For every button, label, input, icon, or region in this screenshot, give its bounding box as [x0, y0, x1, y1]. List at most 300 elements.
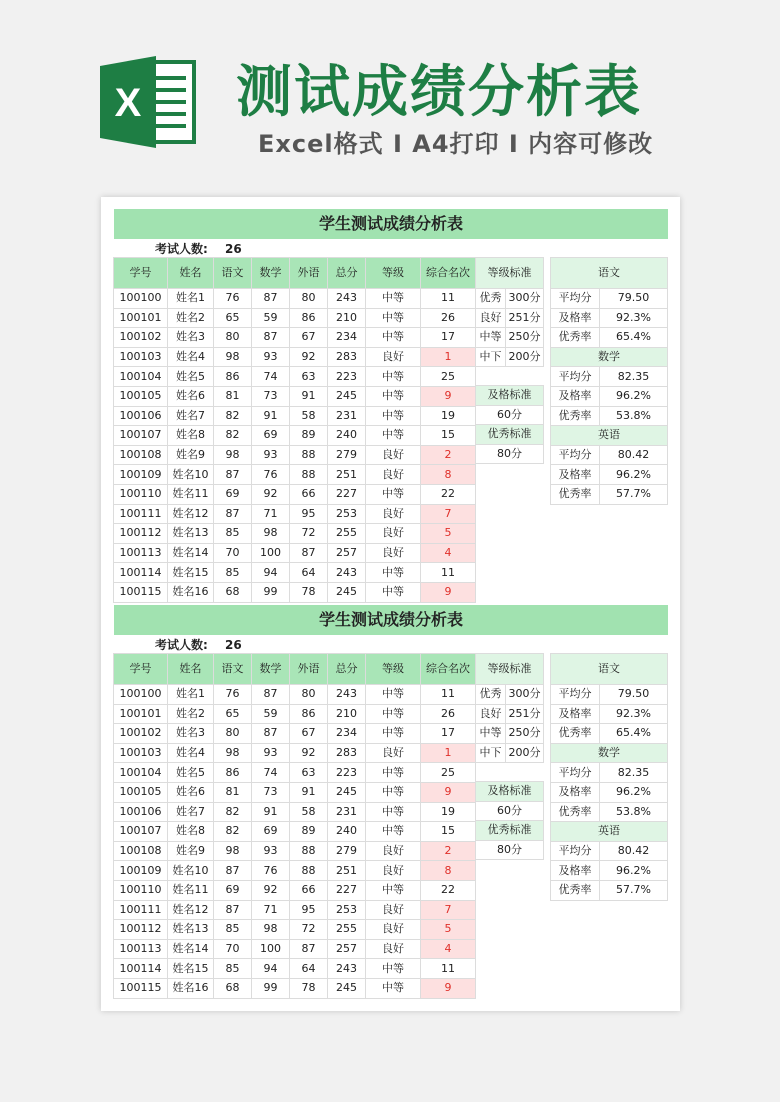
table-cell: 100105 — [114, 386, 168, 406]
table-cell: 100109 — [114, 465, 168, 485]
grade-cell: 中等 — [476, 724, 506, 744]
table-cell: 64 — [290, 959, 328, 979]
table-cell: 87 — [214, 465, 252, 485]
standard-row — [476, 405, 544, 425]
table-cell: 234 — [328, 724, 366, 744]
column-header: 学号 — [114, 654, 168, 685]
table-cell: 95 — [290, 504, 328, 524]
grade-header-row — [476, 258, 544, 289]
table-cell: 100109 — [114, 861, 168, 881]
page-header — [0, 0, 780, 190]
table-cell: 100110 — [114, 880, 168, 900]
table-cell: 80 — [214, 724, 252, 744]
table-cell: 100114 — [114, 959, 168, 979]
subject-stat-row — [551, 724, 668, 744]
subject-stat-row — [551, 802, 668, 822]
table-cell: 253 — [328, 900, 366, 920]
table-cell: 87 — [214, 504, 252, 524]
rank-cell: 7 — [421, 504, 476, 524]
table-cell: 中等 — [366, 724, 421, 744]
table-cell: 67 — [290, 724, 328, 744]
grade-cell: 200分 — [506, 347, 544, 367]
table-cell: 231 — [328, 406, 366, 426]
grade-cell: 中下 — [476, 743, 506, 763]
subject-stat-row — [551, 308, 668, 328]
table-cell: 中等 — [366, 802, 421, 822]
subject-stat-row — [551, 386, 668, 406]
table-cell: 姓名2 — [168, 704, 214, 724]
table-cell: 姓名13 — [168, 920, 214, 940]
table-cell: 100110 — [114, 484, 168, 504]
stat-label: 平均分 — [551, 685, 600, 705]
table-cell: 100102 — [114, 328, 168, 348]
stat-label: 优秀率 — [551, 724, 600, 744]
table-cell: 100103 — [114, 743, 168, 763]
grade-row — [476, 724, 544, 744]
table-cell: 姓名10 — [168, 465, 214, 485]
table-cell: 姓名16 — [168, 582, 214, 602]
stat-label: 优秀率 — [551, 484, 600, 504]
table-row — [114, 861, 476, 881]
table-cell: 中等 — [366, 959, 421, 979]
stat-value: 65.4% — [600, 328, 668, 348]
table-cell: 100103 — [114, 347, 168, 367]
subject-name: 语文 — [551, 258, 668, 289]
table-row — [114, 782, 476, 802]
table-cell: 243 — [328, 685, 366, 705]
table-row — [114, 367, 476, 387]
table-cell: 87 — [252, 289, 290, 309]
table-cell: 姓名15 — [168, 563, 214, 583]
pass-standard-label: 及格标准 — [476, 782, 544, 802]
table-cell: 78 — [290, 978, 328, 998]
table-cell: 76 — [214, 289, 252, 309]
table-cell: 86 — [214, 763, 252, 783]
table-cell: 姓名8 — [168, 822, 214, 842]
table-header-row — [114, 258, 476, 289]
table-cell: 姓名1 — [168, 685, 214, 705]
table-cell: 中等 — [366, 704, 421, 724]
table-cell: 80 — [290, 685, 328, 705]
grade-standard-header: 等级标准 — [476, 654, 544, 685]
table-cell: 88 — [290, 841, 328, 861]
table-cell: 76 — [214, 685, 252, 705]
table-cell: 243 — [328, 563, 366, 583]
rank-cell: 2 — [421, 445, 476, 465]
table-cell: 78 — [290, 582, 328, 602]
rank-cell: 1 — [421, 743, 476, 763]
pass-standard-value: 60分 — [476, 405, 544, 425]
rank-cell: 9 — [421, 978, 476, 998]
document-sheet — [101, 197, 680, 1011]
table-row — [114, 841, 476, 861]
stat-value: 96.2% — [600, 861, 668, 881]
subject-name: 英语 — [551, 822, 668, 842]
table-row — [114, 524, 476, 544]
rank-cell: 17 — [421, 328, 476, 348]
table-cell: 87 — [214, 861, 252, 881]
stat-label: 及格率 — [551, 465, 600, 485]
table-cell: 中等 — [366, 308, 421, 328]
table-cell: 279 — [328, 841, 366, 861]
subject-header-row — [551, 822, 668, 842]
grade-cell: 200分 — [506, 743, 544, 763]
table-cell: 姓名15 — [168, 959, 214, 979]
table-cell: 良好 — [366, 347, 421, 367]
table-cell: 姓名1 — [168, 289, 214, 309]
table-cell: 245 — [328, 386, 366, 406]
table-cell: 73 — [252, 782, 290, 802]
table-row — [114, 465, 476, 485]
table-cell: 223 — [328, 763, 366, 783]
table-row — [114, 685, 476, 705]
table-cell: 91 — [290, 782, 328, 802]
rank-cell: 9 — [421, 782, 476, 802]
table-row — [114, 763, 476, 783]
excellent-standard-label: 优秀标准 — [476, 821, 544, 841]
grade-cell: 中等 — [476, 328, 506, 348]
table-cell: 245 — [328, 782, 366, 802]
table-cell: 良好 — [366, 524, 421, 544]
table-cell: 100101 — [114, 308, 168, 328]
table-cell: 67 — [290, 328, 328, 348]
table-cell: 100111 — [114, 900, 168, 920]
table-row — [114, 822, 476, 842]
table-cell: 70 — [214, 543, 252, 563]
table-cell: 100107 — [114, 822, 168, 842]
table-cell: 姓名10 — [168, 861, 214, 881]
grade-row — [476, 743, 544, 763]
table-cell: 68 — [214, 978, 252, 998]
table-cell: 231 — [328, 802, 366, 822]
table-cell: 93 — [252, 347, 290, 367]
subject-header-row — [551, 347, 668, 367]
subject-header-row — [551, 654, 668, 685]
subject-stat-row — [551, 484, 668, 504]
subject-name: 语文 — [551, 654, 668, 685]
table-cell: 100105 — [114, 782, 168, 802]
grade-cell: 250分 — [506, 724, 544, 744]
table-cell: 姓名2 — [168, 308, 214, 328]
table-cell: 100115 — [114, 582, 168, 602]
table-cell: 65 — [214, 308, 252, 328]
table-cell: 85 — [214, 524, 252, 544]
table-cell: 100106 — [114, 802, 168, 822]
rank-cell: 11 — [421, 563, 476, 583]
column-header: 外语 — [290, 654, 328, 685]
table-cell: 92 — [290, 347, 328, 367]
table-cell: 98 — [252, 920, 290, 940]
stat-label: 及格率 — [551, 782, 600, 802]
table-row — [114, 743, 476, 763]
rank-cell: 9 — [421, 386, 476, 406]
table-cell: 姓名12 — [168, 900, 214, 920]
table-cell: 中等 — [366, 880, 421, 900]
table-cell: 69 — [252, 426, 290, 446]
subject-stat-row — [551, 367, 668, 387]
table-cell: 89 — [290, 426, 328, 446]
table-cell: 234 — [328, 328, 366, 348]
table-cell: 中等 — [366, 386, 421, 406]
table-cell: 70 — [214, 939, 252, 959]
stat-value: 79.50 — [600, 289, 668, 309]
table-cell: 中等 — [366, 406, 421, 426]
table-cell: 69 — [252, 822, 290, 842]
stat-label: 优秀率 — [551, 880, 600, 900]
table-cell: 中等 — [366, 782, 421, 802]
column-header: 总分 — [328, 654, 366, 685]
table-cell: 243 — [328, 289, 366, 309]
table-cell: 89 — [290, 822, 328, 842]
stat-value: 82.35 — [600, 763, 668, 783]
table-cell: 100113 — [114, 939, 168, 959]
table-cell: 82 — [214, 802, 252, 822]
table-cell: 98 — [214, 743, 252, 763]
column-header: 综合名次 — [421, 654, 476, 685]
table-cell: 88 — [290, 465, 328, 485]
grade-cell: 300分 — [506, 685, 544, 705]
table-cell: 72 — [290, 920, 328, 940]
table-cell: 80 — [214, 328, 252, 348]
table-row — [114, 802, 476, 822]
table-cell: 68 — [214, 582, 252, 602]
table-cell: 253 — [328, 504, 366, 524]
column-header: 等级 — [366, 654, 421, 685]
table-row — [114, 704, 476, 724]
table-row — [114, 978, 476, 998]
table-cell: 良好 — [366, 939, 421, 959]
table-cell: 283 — [328, 743, 366, 763]
table-cell: 63 — [290, 763, 328, 783]
stat-value: 80.42 — [600, 841, 668, 861]
table-row — [114, 939, 476, 959]
table-cell: 中等 — [366, 289, 421, 309]
table-cell: 243 — [328, 959, 366, 979]
rank-cell: 26 — [421, 308, 476, 328]
page-subtitle: Excel格式 Ⅰ A4打印 Ⅰ 内容可修改 — [258, 130, 654, 158]
stat-value: 92.3% — [600, 308, 668, 328]
table-cell: 93 — [252, 841, 290, 861]
standard-row — [476, 386, 544, 406]
table-cell: 良好 — [366, 504, 421, 524]
table-cell: 100108 — [114, 445, 168, 465]
table-row — [114, 724, 476, 744]
grade-cell: 251分 — [506, 308, 544, 328]
table-cell: 80 — [290, 289, 328, 309]
table-cell: 85 — [214, 563, 252, 583]
table-cell: 91 — [252, 406, 290, 426]
grade-cell: 良好 — [476, 704, 506, 724]
rank-cell: 8 — [421, 465, 476, 485]
table-cell: 71 — [252, 900, 290, 920]
table-cell: 中等 — [366, 582, 421, 602]
table-cell: 姓名4 — [168, 347, 214, 367]
stat-label: 平均分 — [551, 367, 600, 387]
column-header: 学号 — [114, 258, 168, 289]
stat-label: 及格率 — [551, 704, 600, 724]
table-row — [114, 920, 476, 940]
rank-cell: 9 — [421, 582, 476, 602]
standard-row — [476, 444, 544, 464]
table-cell: 283 — [328, 347, 366, 367]
table-cell: 良好 — [366, 445, 421, 465]
column-header: 等级 — [366, 258, 421, 289]
table-cell: 91 — [290, 386, 328, 406]
table-cell: 中等 — [366, 484, 421, 504]
table-cell: 100115 — [114, 978, 168, 998]
stat-label: 平均分 — [551, 763, 600, 783]
count-label: 考试人数: — [155, 638, 208, 652]
table-cell: 251 — [328, 465, 366, 485]
table-cell: 姓名16 — [168, 978, 214, 998]
table-cell: 姓名14 — [168, 939, 214, 959]
table-cell: 88 — [290, 861, 328, 881]
grade-cell: 优秀 — [476, 685, 506, 705]
grade-cell: 300分 — [506, 289, 544, 309]
rank-cell: 4 — [421, 939, 476, 959]
table-row — [114, 347, 476, 367]
rank-cell: 8 — [421, 861, 476, 881]
table-cell: 良好 — [366, 465, 421, 485]
table-cell: 92 — [252, 484, 290, 504]
column-header: 外语 — [290, 258, 328, 289]
grade-row — [476, 308, 544, 328]
table-cell: 中等 — [366, 763, 421, 783]
excel-letter: X — [114, 81, 142, 125]
table-cell: 93 — [252, 445, 290, 465]
table-row — [114, 406, 476, 426]
table-cell: 87 — [214, 900, 252, 920]
rank-cell: 11 — [421, 289, 476, 309]
table-cell: 74 — [252, 763, 290, 783]
subject-name: 数学 — [551, 743, 668, 763]
column-header: 综合名次 — [421, 258, 476, 289]
table-cell: 中等 — [366, 822, 421, 842]
table-cell: 姓名3 — [168, 724, 214, 744]
subject-stat-row — [551, 704, 668, 724]
table-row — [114, 543, 476, 563]
subject-header-row — [551, 426, 668, 446]
table-cell: 82 — [214, 822, 252, 842]
table-cell: 100100 — [114, 685, 168, 705]
table-cell: 58 — [290, 406, 328, 426]
table-cell: 81 — [214, 386, 252, 406]
count-label: 考试人数: — [155, 242, 208, 256]
subject-stat-row — [551, 465, 668, 485]
subject-stat-row — [551, 763, 668, 783]
grade-cell: 优秀 — [476, 289, 506, 309]
table-row — [114, 504, 476, 524]
table-row — [114, 484, 476, 504]
score-block-1 — [101, 197, 680, 597]
grade-cell: 251分 — [506, 704, 544, 724]
table-cell: 58 — [290, 802, 328, 822]
table-cell: 85 — [214, 920, 252, 940]
table-cell: 94 — [252, 959, 290, 979]
rank-cell: 11 — [421, 959, 476, 979]
table-cell: 98 — [214, 347, 252, 367]
table-cell: 100107 — [114, 426, 168, 446]
table-row — [114, 289, 476, 309]
column-header: 语文 — [214, 654, 252, 685]
table-row — [114, 308, 476, 328]
pass-standard-label: 及格标准 — [476, 386, 544, 406]
table-cell: 100 — [252, 939, 290, 959]
rank-cell: 22 — [421, 484, 476, 504]
table-cell: 100100 — [114, 289, 168, 309]
table-cell: 251 — [328, 861, 366, 881]
grade-cell: 良好 — [476, 308, 506, 328]
subject-name: 英语 — [551, 426, 668, 446]
subject-name: 数学 — [551, 347, 668, 367]
count-value: 26 — [225, 638, 242, 652]
table-cell: 87 — [290, 543, 328, 563]
table-cell: 良好 — [366, 900, 421, 920]
column-header: 总分 — [328, 258, 366, 289]
table-cell: 245 — [328, 978, 366, 998]
subject-stat-row — [551, 328, 668, 348]
table-row — [114, 426, 476, 446]
stat-value: 80.42 — [600, 445, 668, 465]
column-header: 数学 — [252, 258, 290, 289]
table-cell: 95 — [290, 900, 328, 920]
table-cell: 257 — [328, 543, 366, 563]
table-cell: 210 — [328, 308, 366, 328]
table-row — [114, 445, 476, 465]
table-cell: 257 — [328, 939, 366, 959]
grade-row — [476, 347, 544, 367]
stat-label: 平均分 — [551, 841, 600, 861]
rank-cell: 11 — [421, 685, 476, 705]
table-cell: 100108 — [114, 841, 168, 861]
table-cell: 87 — [252, 724, 290, 744]
subject-stat-row — [551, 406, 668, 426]
grade-row — [476, 685, 544, 705]
stat-value: 96.2% — [600, 386, 668, 406]
table-cell: 100112 — [114, 524, 168, 544]
table-cell: 87 — [290, 939, 328, 959]
grade-standard-header: 等级标准 — [476, 258, 544, 289]
rank-cell: 7 — [421, 900, 476, 920]
table-cell: 227 — [328, 880, 366, 900]
standard-row — [476, 782, 544, 802]
subject-stat-row — [551, 841, 668, 861]
table-title: 学生测试成绩分析表 — [114, 209, 668, 239]
stat-value: 79.50 — [600, 685, 668, 705]
table-cell: 100104 — [114, 763, 168, 783]
stat-value: 53.8% — [600, 802, 668, 822]
excellent-standard-value: 80分 — [476, 840, 544, 860]
table-cell: 姓名4 — [168, 743, 214, 763]
column-header: 语文 — [214, 258, 252, 289]
table-cell: 姓名12 — [168, 504, 214, 524]
table-cell: 100104 — [114, 367, 168, 387]
subject-stat-row — [551, 782, 668, 802]
grade-row — [476, 704, 544, 724]
table-cell: 姓名5 — [168, 367, 214, 387]
column-header: 姓名 — [168, 654, 214, 685]
table-cell: 87 — [252, 328, 290, 348]
table-cell: 98 — [214, 445, 252, 465]
table-cell: 69 — [214, 880, 252, 900]
table-cell: 姓名7 — [168, 406, 214, 426]
table-cell: 76 — [252, 861, 290, 881]
table-cell: 91 — [252, 802, 290, 822]
table-row — [114, 959, 476, 979]
rank-cell: 25 — [421, 367, 476, 387]
subject-stat-row — [551, 861, 668, 881]
table-cell: 245 — [328, 582, 366, 602]
